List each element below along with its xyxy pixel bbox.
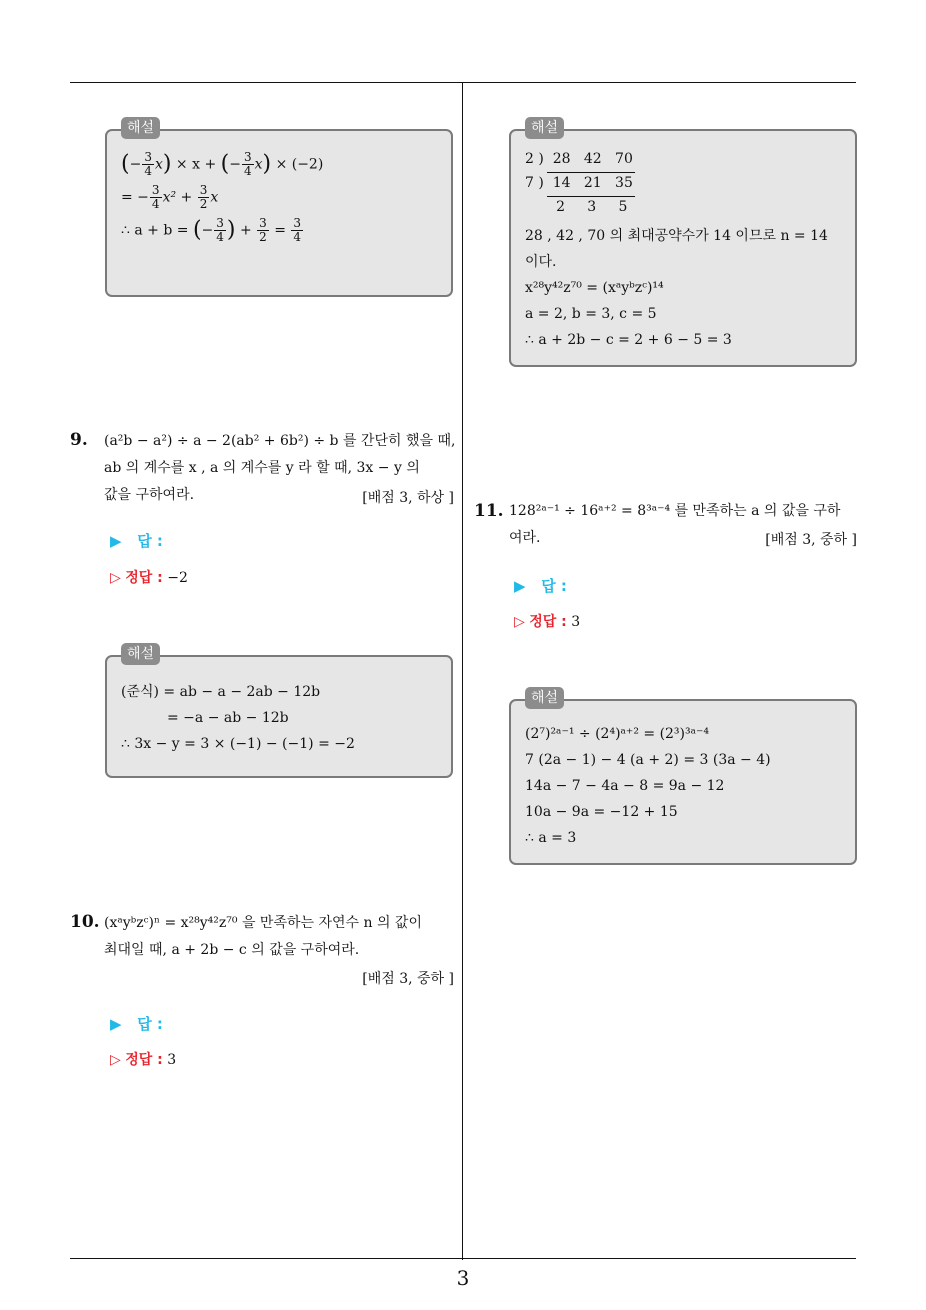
page-number: 3: [456, 1266, 470, 1290]
column-divider: [462, 82, 463, 1260]
top-rule: [70, 82, 856, 83]
bottom-rule: [70, 1258, 856, 1259]
question-text: 128²ᵃ⁻¹ ÷ 16ᵃ⁺² = 8³ᵃ⁻⁴ 를 만족하는 a 의 값을 구하 여라.: [509, 503, 841, 546]
outline-arrow-icon: ▷: [514, 614, 525, 630]
solution-line: ∴ a + 2b − c = 2 + 6 − 5 = 3: [525, 332, 732, 348]
solution-line: 7 (2a − 1) − 4 (a + 2) = 3 (3a − 4): [525, 752, 771, 768]
question-text: (a²b − a²) ÷ a − 2(ab² + 6b²) ÷ b 를 간단히 했을 때, ab 의 계수를 x , a 의 계수를 y 라 할 때, 3x − y 의 값을 구하여라.: [104, 433, 456, 503]
correct-answer: ▷ 정답 : 3: [110, 1052, 177, 1068]
solution-line: ∴ a = 3: [525, 830, 577, 846]
correct-answer: ▷ 정답 : −2: [110, 570, 188, 586]
solution-box-q8: [105, 120, 453, 297]
solution-line: 14a − 7 − 4a − 8 = 9a − 12: [525, 778, 725, 794]
solution-box-q9: [105, 646, 453, 778]
solution-tag: 해설: [121, 117, 160, 139]
points-label: [배점 3, 중하 ]: [362, 971, 454, 987]
outline-arrow-icon: ▷: [110, 1052, 121, 1068]
solution-line: = −a − ab − 12b: [167, 710, 289, 726]
outline-arrow-icon: ▷: [110, 570, 121, 586]
points-label: [배점 3, 하상 ]: [362, 490, 454, 506]
solution-box-q11: [509, 690, 857, 865]
solution-line: a = 2, b = 3, c = 5: [525, 306, 657, 322]
question-text: (xᵃyᵇzᶜ)ⁿ = x²⁸y⁴²z⁷⁰ 을 만족하는 자연수 n 의 값이 최대일 때, a + 2b − c 의 값을 구하여라.: [104, 915, 422, 958]
solution-box-q10: [509, 120, 857, 367]
solution-line: = − $\frac{3}{4}$ x² + $\frac{3}{2}$ x: [121, 183, 219, 211]
solution-line: 이다.: [525, 254, 557, 270]
question-number: 10.: [70, 912, 100, 932]
solution-line: (준식) = ab − a − 2ab − 12b: [121, 684, 321, 700]
division-row: 2 3 5: [525, 199, 628, 215]
solution-line: ∴ 3x − y = 3 × (−1) − (−1) = −2: [121, 736, 355, 752]
solution-tag: 해설: [525, 117, 564, 139]
arrow-icon: ▶: [110, 532, 122, 550]
question-number: 9.: [70, 430, 88, 450]
arrow-icon: ▶: [514, 577, 526, 595]
solution-line: 28 , 42 , 70 의 최대공약수가 14 이므로 n = 14: [525, 228, 828, 244]
correct-answer: ▷ 정답 : 3: [514, 614, 581, 630]
division-row: 7 ) 14 21 35: [525, 175, 841, 199]
answer-field[interactable]: ▶ 답 :: [110, 532, 163, 550]
solution-line: (− $\frac{3}{4}$ x) × x + (− $\frac{3}{4}$ x) × (−2): [121, 150, 324, 178]
question-number: 11.: [474, 501, 504, 521]
solution-line: x²⁸y⁴²z⁷⁰ = (xᵃyᵇzᶜ)¹⁴: [525, 280, 664, 296]
solution-line: (2⁷)²ᵃ⁻¹ ÷ (2⁴)ᵃ⁺² = (2³)³ᵃ⁻⁴: [525, 726, 710, 742]
division-row: 2 ) 28 42 70: [525, 151, 841, 175]
arrow-icon: ▶: [110, 1015, 122, 1033]
solution-tag: 해설: [525, 687, 564, 709]
points-label: [배점 3, 중하 ]: [765, 532, 857, 548]
solution-line: 10a − 9a = −12 + 15: [525, 804, 678, 820]
answer-field[interactable]: ▶ 답 :: [110, 1015, 163, 1033]
solution-tag: 해설: [121, 643, 160, 665]
solution-line: ∴ a + b = (− $\frac{3}{4}$ ) + $\frac{3}{2}$ = $\frac{3}{4}$: [121, 216, 302, 244]
answer-field[interactable]: ▶ 답 :: [514, 577, 567, 595]
